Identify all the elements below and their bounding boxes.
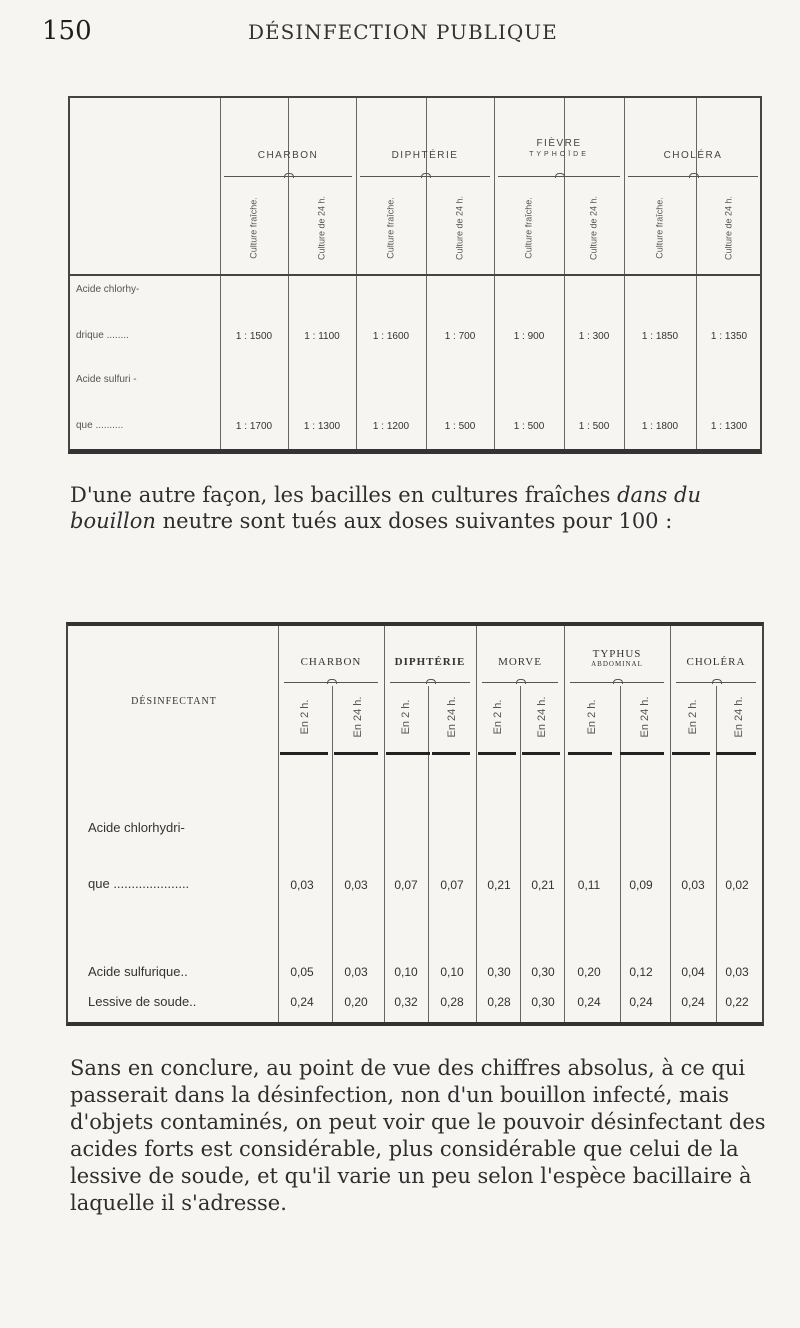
- table-cell: 0,03: [344, 965, 368, 979]
- table-cell: 1 : 1800: [641, 421, 679, 432]
- subhead-typhus-24h: En 24 h.: [639, 696, 651, 738]
- table-cell: 0,09: [629, 878, 653, 892]
- group-header-charbon: CHARBON: [257, 150, 319, 161]
- running-title: DÉSINFECTION PUBLIQUE: [248, 20, 558, 44]
- group-header-fievre: FIÈVRE TYPHOÏDE: [529, 138, 589, 158]
- table-cell: 0,07: [440, 878, 464, 892]
- table-cell: 0,32: [394, 995, 418, 1009]
- table-cell: 0,28: [487, 995, 511, 1009]
- table-cell: 0,10: [440, 965, 464, 979]
- subhead-diphterie-24h: Culture de 24 h.: [454, 195, 465, 261]
- table-cell: 0,03: [725, 965, 749, 979]
- row-label-acide-sulfurique-line1: Acide sulfuri -: [76, 374, 137, 385]
- table-cell: 0,12: [629, 965, 653, 979]
- group-header-diphterie: DIPHTÉRIE: [391, 150, 459, 161]
- table-cell: 0,30: [487, 965, 511, 979]
- subhead-cholera-2h: En 2 h.: [687, 699, 699, 735]
- subhead-morve-24h: En 24 h.: [536, 696, 548, 738]
- table-cell: 0,04: [681, 965, 705, 979]
- subhead-charbon-24h: En 24 h.: [352, 696, 364, 738]
- table-cell: 0,24: [629, 995, 653, 1009]
- table-cell: 1 : 1350: [710, 331, 748, 342]
- table-cell: 1 : 900: [513, 331, 545, 342]
- table-cell: 0,30: [531, 995, 555, 1009]
- table-cell: 1 : 1500: [235, 331, 273, 342]
- table-cell: 0,24: [577, 995, 601, 1009]
- subhead-typhus-2h: En 2 h.: [586, 699, 598, 735]
- group-header-typhus: TYPHUS ABDOMINAL: [591, 648, 643, 668]
- subhead-charbon-fraiche: Culture fraîche.: [248, 197, 259, 259]
- table-cell: 0,05: [290, 965, 314, 979]
- row-label-acide-chlorhydrique-line2: drique ........: [76, 330, 129, 341]
- subhead-fievre-fraiche: Culture fraîche.: [523, 197, 534, 259]
- table-cell: 0,30: [531, 965, 555, 979]
- group-header-cholera: CHOLÉRA: [686, 656, 746, 668]
- group-header-cholera: CHOLÉRA: [663, 150, 723, 161]
- subhead-diphterie-2h: En 2 h.: [400, 699, 412, 735]
- subhead-cholera-fraiche: Culture fraîche.: [654, 197, 665, 259]
- table-cell: 1 : 300: [578, 331, 610, 342]
- subhead-charbon-2h: En 2 h.: [299, 699, 311, 735]
- group-header-morve: MORVE: [498, 656, 542, 668]
- table-cell: 1 : 1300: [710, 421, 748, 432]
- table-cell: 1 : 1600: [372, 331, 410, 342]
- table-cell: 0,10: [394, 965, 418, 979]
- row-label-acide-chlorhydrique-line1: Acide chlorhydri-: [88, 820, 185, 835]
- row-label-acide-chlorhydrique-line1: Acide chlorhy-: [76, 284, 140, 295]
- page-number: 150: [42, 16, 92, 46]
- paragraph-conclusion: Sans en conclure, au point de vue des chiffres absolus, à ce qui passerait dans la désinfection, non d'un bouillon infecté, mais d'objets contaminés, on peut voir que le pouvoir désinfectant des acides forts est considérable, plus considérable que celui de la lessive de soude, et qu'il varie un peu selon l'espèce bacillaire à laquelle il s'adresse.: [70, 1056, 766, 1215]
- group-header-diphterie: DIPHTÉRIE: [394, 656, 466, 668]
- table-cell: 0,28: [440, 995, 464, 1009]
- table-cell: 1 : 1100: [304, 331, 340, 342]
- row-label-lessive-de-soude: Lessive de soude..: [88, 994, 197, 1009]
- table-cell: 1 : 1700: [235, 421, 273, 432]
- table-cell: 0,24: [290, 995, 314, 1009]
- table-cell: 0,20: [344, 995, 368, 1009]
- table-cell: 0,20: [577, 965, 601, 979]
- row-label-acide-chlorhydrique-line2: que .....................: [88, 876, 190, 891]
- corner-label: DÉSINFECTANT: [131, 696, 217, 707]
- subhead-fievre-24h: Culture de 24 h.: [588, 195, 599, 261]
- subhead-diphterie-24h: En 24 h.: [446, 696, 458, 738]
- group-header-charbon: CHARBON: [300, 656, 362, 668]
- table-cell: 0,11: [577, 878, 601, 892]
- table-cell: 0,03: [344, 878, 368, 892]
- subhead-charbon-24h: Culture de 24 h.: [316, 195, 327, 261]
- table-dilutions: [68, 96, 762, 454]
- row-label-acide-sulfurique: Acide sulfurique..: [88, 964, 188, 979]
- subhead-cholera-24h: Culture de 24 h.: [723, 195, 734, 261]
- subhead-morve-2h: En 2 h.: [492, 699, 504, 735]
- table-cell: 1 : 500: [444, 421, 476, 432]
- table-cell: 0,03: [681, 878, 705, 892]
- table-cell: 1 : 500: [578, 421, 610, 432]
- row-label-acide-sulfurique-line2: que ..........: [76, 420, 124, 431]
- table-cell: 0,22: [725, 995, 749, 1009]
- subhead-cholera-24h: En 24 h.: [733, 696, 745, 738]
- table-cell: 1 : 500: [513, 421, 545, 432]
- paragraph-intro: D'une autre façon, les bacilles en cultures fraîches dans du bouillon neutre sont tués aux doses suivantes pour 100 :: [70, 483, 701, 533]
- table-cell: 0,21: [487, 878, 511, 892]
- subhead-diphterie-fraiche: Culture fraîche.: [385, 197, 396, 259]
- table-cell: 1 : 1300: [303, 421, 341, 432]
- table-cell: 1 : 1200: [372, 421, 410, 432]
- table-cell: 0,02: [725, 878, 749, 892]
- table-cell: 1 : 700: [444, 331, 476, 342]
- table-cell: 0,21: [531, 878, 555, 892]
- table-cell: 0,07: [394, 878, 418, 892]
- table-cell: 0,03: [290, 878, 314, 892]
- table-cell: 1 : 1850: [641, 331, 679, 342]
- table-cell: 0,24: [681, 995, 705, 1009]
